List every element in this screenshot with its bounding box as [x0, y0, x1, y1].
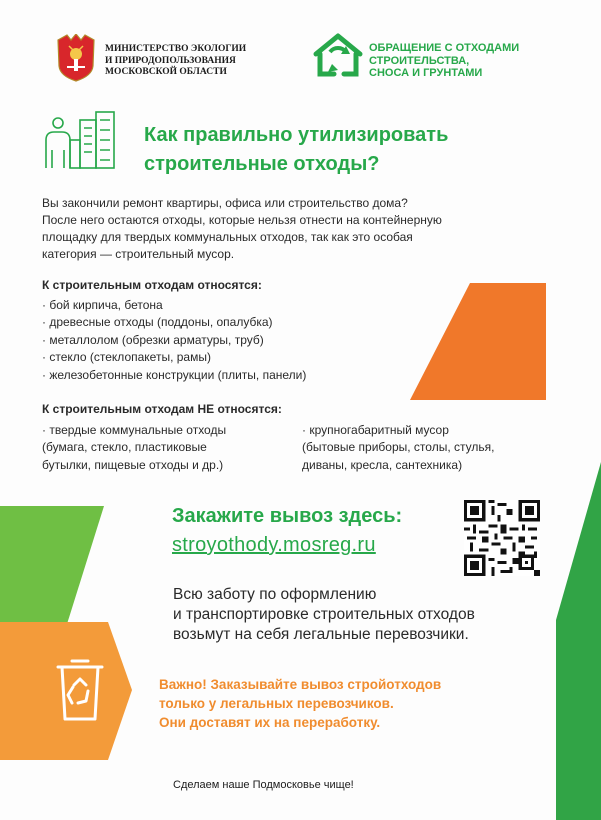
green-right-band — [556, 462, 601, 820]
order-link[interactable]: stroyothody.mosreg.ru — [172, 534, 376, 556]
order-title: Закажите вывоз здесь: — [172, 505, 403, 527]
orange-parallelogram — [410, 283, 546, 400]
green-left-band — [0, 506, 104, 640]
list-item: · бой кирпича, бетона — [42, 298, 163, 312]
list-item: · древесные отходы (поддоны, опалубка) — [42, 315, 273, 330]
excluded-list-left: · твердые коммунальные отходы (бумага, стекло, пластиковые бутылки, пищевые отходы и др.) — [42, 423, 227, 472]
excluded-list-right: · крупногабаритный мусор (бытовые приборы, столы, стулья, диваны, кресла, сантехника) — [302, 423, 495, 472]
program-title: ОБРАЩЕНИЕ С ОТХОДАМИ СТРОИТЕЛЬСТВА, СНОСА И ГРУНТАМИ — [369, 42, 520, 79]
recycling-house-logo — [310, 32, 366, 80]
worker-buildings-icon — [40, 110, 120, 170]
ministry-name: МИНИСТЕРСТВО ЭКОЛОГИИ И ПРИРОДОПОЛЬЗОВАНИЯ МОСКОВСКОЙ ОБЛАСТИ — [105, 44, 247, 77]
important-note: Важно! Заказывайте вывоз стройотходов только у легальных перевозчиков. Они доставят их на переработку. — [159, 677, 442, 730]
excluded-title: К строительным отходам НЕ относятся: — [42, 402, 282, 416]
recycle-bin-icon — [52, 655, 108, 725]
page-title: Как правильно утилизировать строительные отходы? — [144, 124, 449, 175]
list-item: · железобетонные конструкции (плиты, панели) — [42, 367, 307, 382]
included-list — [42, 297, 306, 384]
list-item: · металлолом (обрезки арматуры, труб) — [42, 332, 264, 347]
coat-of-arms-icon — [55, 34, 97, 82]
included-title: К строительным отходам относятся: — [42, 278, 262, 292]
closing-slogan: Сделаем наше Подмосковье чище! — [173, 779, 354, 791]
intro-paragraph: Вы закончили ремонт квартиры, офиса или строительство дома? После него остаются отходы, которые нельзя отнести на контейнерную площадку для твердых коммунальных отходов, так как это особая категория — строительный мусор. — [42, 196, 442, 261]
qr-code — [464, 500, 540, 576]
care-paragraph: Всю заботу по оформлению и транспортировке строительных отходов возьмут на себя легальные перевозчики. — [173, 586, 475, 643]
list-item: · стекло (стеклопакеты, рамы) — [42, 350, 211, 365]
